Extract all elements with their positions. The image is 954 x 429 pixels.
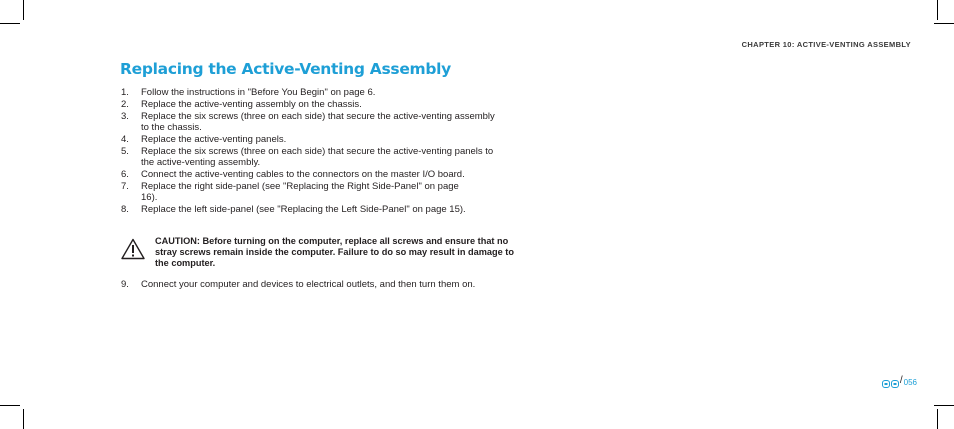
crop-mark (0, 405, 20, 406)
caution-note (121, 236, 521, 276)
crop-mark (0, 23, 20, 24)
list-item (121, 134, 521, 145)
step-number: 1. (121, 87, 129, 98)
final-steps-list (121, 279, 521, 291)
step-text: Follow the instructions in "Before You Begin" on page 6. (141, 87, 376, 98)
step-text: Replace the six screws (three on each side) that secure the active-venting assembly to the chassis. (141, 111, 495, 133)
step-number: 5. (121, 146, 129, 157)
list-item (121, 99, 521, 110)
step-text: Connect your computer and devices to electrical outlets, and then turn them on. (141, 279, 476, 290)
list-item (121, 204, 521, 215)
page-footer (882, 373, 917, 387)
step-number: 7. (121, 181, 129, 192)
caution-text: CAUTION: Before turning on the computer, replace all screws and ensure that no stray screws remain inside the computer. Failure to do so may result in damage to the computer. (155, 236, 514, 268)
step-text: Replace the six screws (three on each side) that secure the active-venting panels to the active-venting assembly. (141, 146, 494, 168)
step-number: 4. (121, 134, 129, 145)
step-number: 3. (121, 111, 129, 122)
list-item (121, 87, 521, 98)
step-number: 6. (121, 169, 129, 180)
step-text: Replace the left side-panel (see "Replacing the Left Side-Panel" on page 15). (141, 204, 466, 215)
crop-mark (23, 0, 24, 20)
chapter-header: CHAPTER 10: ACTIVE-VENTING ASSEMBLY (741, 40, 911, 49)
step-number: 9. (121, 279, 129, 290)
steps-list (121, 87, 521, 216)
list-item (121, 111, 521, 133)
step-text: Replace the active-venting assembly on the chassis. (141, 99, 362, 110)
step-number: 2. (121, 99, 129, 110)
step-number: 8. (121, 204, 129, 215)
warning-triangle-icon (121, 238, 145, 260)
crop-mark (934, 405, 954, 406)
crop-mark (23, 409, 24, 429)
crop-mark (934, 23, 954, 24)
step-text: Replace the right side-panel (see "Replacing the Right Side-Panel" on page 16). (141, 181, 459, 203)
list-item (121, 181, 521, 203)
list-item (121, 146, 521, 168)
list-item (121, 279, 521, 290)
page-separator: / (899, 375, 903, 386)
step-text: Replace the active-venting panels. (141, 134, 287, 145)
page-number: 056 (903, 378, 917, 387)
crop-mark (937, 409, 938, 429)
alienware-logo-icon (882, 375, 899, 383)
list-item (121, 169, 521, 180)
page-title: Replacing the Active-Venting Assembly (120, 60, 451, 78)
crop-mark (937, 0, 938, 20)
step-text: Connect the active-venting cables to the connectors on the master I/O board. (141, 169, 465, 180)
